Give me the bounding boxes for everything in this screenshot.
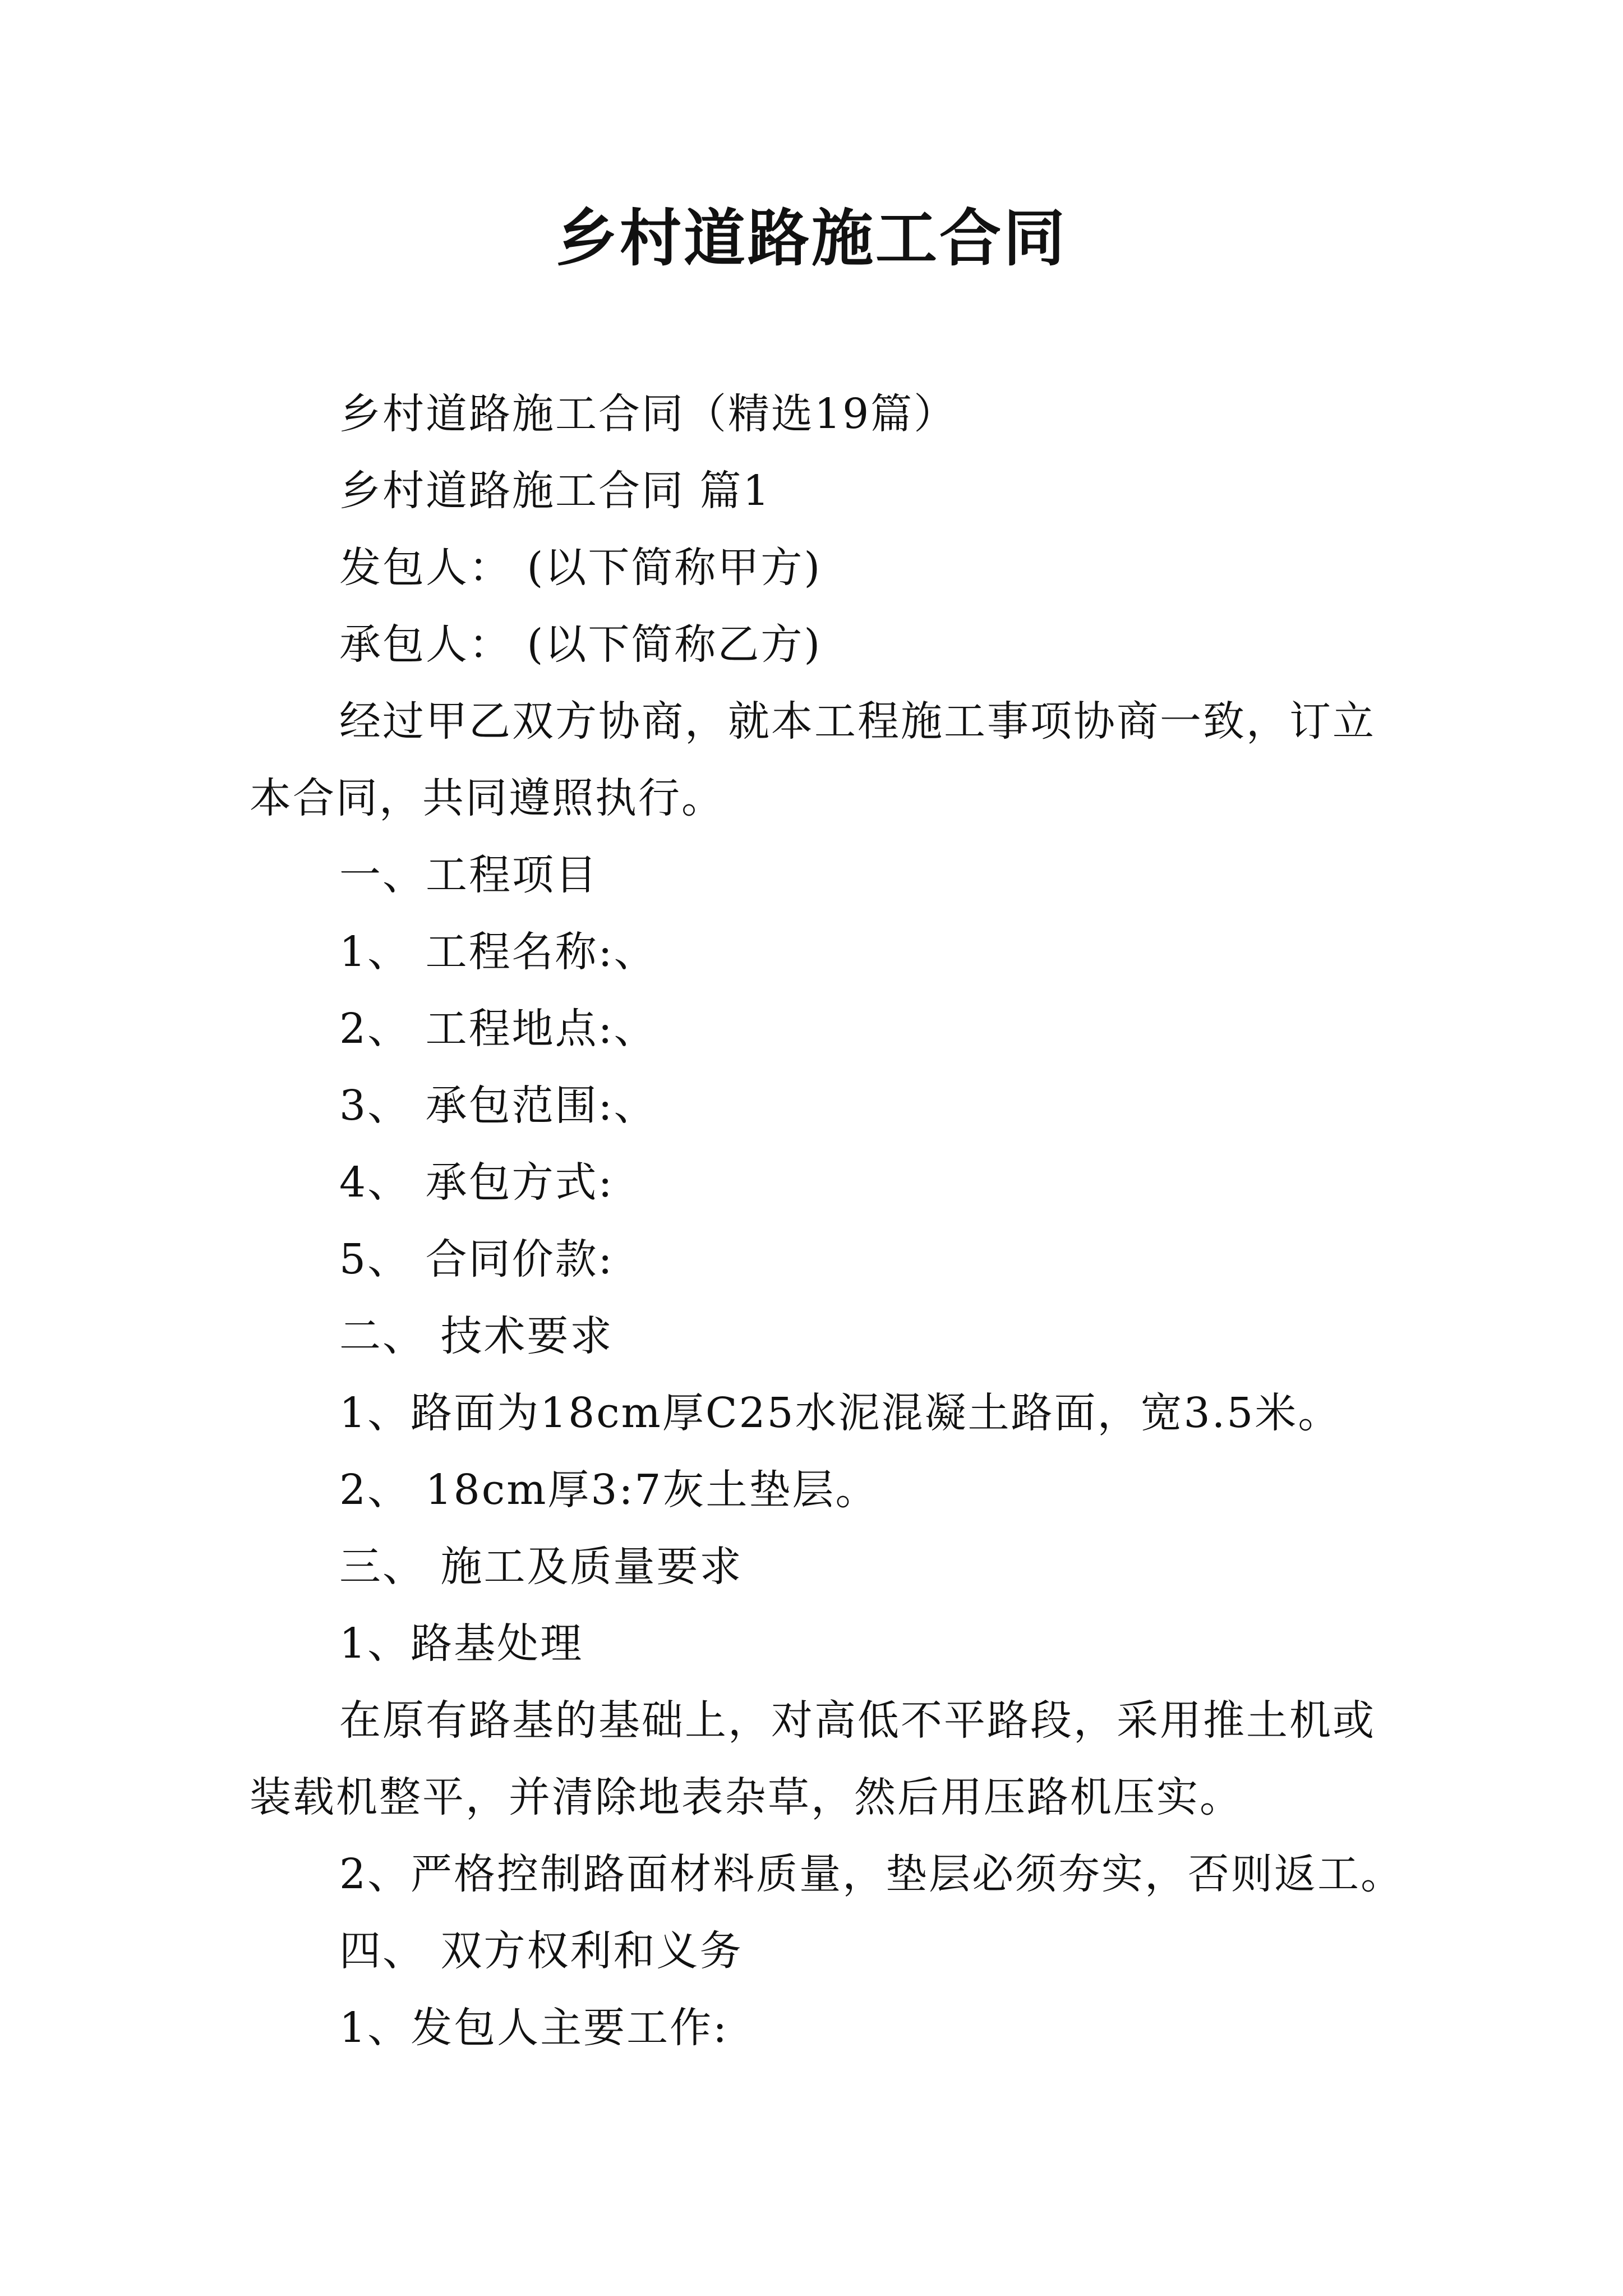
item-material-quality: 2、严格控制路面材料质量，垫层必须夯实，否则返工。 (339, 1850, 1404, 1898)
item-subgrade-treatment: 1、路基处理 (339, 1619, 584, 1668)
paragraph-agreement-intro: 经过甲乙双方协商，就本工程施工事项协商一致，订立 (339, 697, 1376, 746)
paragraph-section-heading: 乡村道路施工合同 篇1 (339, 467, 771, 515)
item-contract-price: 5、 合同价款: (339, 1235, 614, 1283)
heading-construction-quality: 三、 施工及质量要求 (339, 1543, 743, 1591)
paragraph-employer: 发包人： (以下简称甲方) (339, 544, 822, 592)
document-body (250, 376, 1404, 2067)
item-road-surface: 1、路面为18cm厚C25水泥混凝土路面，宽3.5米。 (339, 1389, 1341, 1437)
heading-technical-requirements: 二、 技术要求 (339, 1312, 614, 1360)
paragraph-subgrade-details-continued: 装载机整平，并清除地表杂草，然后用压路机压实。 (250, 1773, 1243, 1821)
paragraph-subtitle: 乡村道路施工合同（精选19篇） (339, 390, 957, 438)
document-title: 乡村道路施工合同 (556, 203, 1067, 274)
heading-rights-obligations: 四、 双方权利和义务 (339, 1927, 743, 1975)
item-contract-method: 4、 承包方式: (339, 1158, 614, 1207)
paragraph-agreement-intro-continued: 本合同，共同遵照执行。 (250, 774, 725, 822)
heading-project: 一、工程项目 (339, 851, 598, 899)
item-contract-scope: 3、 承包范围:、 (339, 1082, 657, 1130)
item-project-location: 2、 工程地点:、 (339, 1005, 657, 1053)
item-lime-soil-layer: 2、 18cm厚3:7灰土垫层。 (339, 1466, 879, 1514)
paragraph-contractor: 承包人： (以下简称乙方) (339, 620, 822, 669)
paragraph-subgrade-details: 在原有路基的基础上，对高低不平路段，采用推土机或 (339, 1696, 1376, 1745)
item-project-name: 1、 工程名称:、 (339, 928, 657, 976)
item-employer-duties: 1、发包人主要工作: (339, 2004, 729, 2052)
